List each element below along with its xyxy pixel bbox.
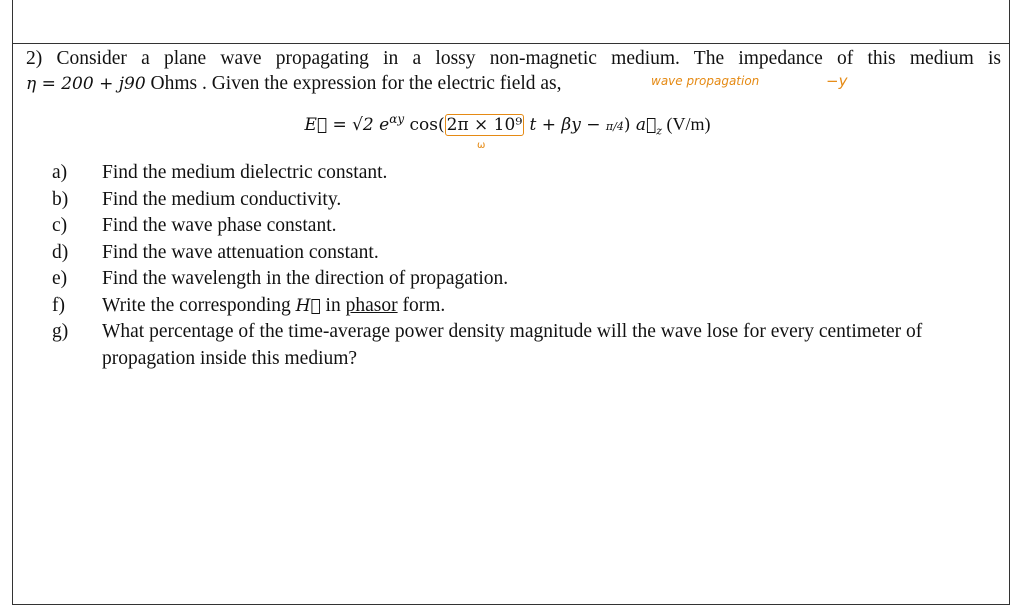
list-item — [52, 319, 1007, 372]
item-marker: g) — [52, 321, 69, 342]
item-text-after: form. — [397, 294, 446, 316]
item-marker: a) — [52, 162, 68, 183]
eq-unit: (V/m) — [662, 114, 711, 134]
eq-subscript: z — [656, 124, 663, 138]
list-item — [52, 240, 1007, 267]
item-text: Find the wave attenuation constant. — [102, 241, 379, 263]
h-field-symbol: H⃗ — [295, 295, 321, 316]
item-text — [102, 293, 1007, 320]
impedance-unit: Ohms . Given the expression for the electric field as, — [145, 73, 562, 94]
eq-rest: t + βy − — [524, 115, 606, 135]
top-divider — [12, 43, 1010, 44]
item-text: Find the medium dielectric constant. — [102, 162, 388, 183]
item-text: Find the wavelength in the direction of propagation. — [102, 268, 509, 289]
item-marker: f) — [52, 294, 65, 316]
item-text-before: Write the corresponding — [102, 294, 296, 316]
annotation-minus-y: −y — [826, 72, 848, 90]
item-text: Find the medium conductivity. — [102, 188, 342, 210]
problem-statement — [26, 46, 1001, 97]
item-text: What percentage of the time-average power density magnitude will the wave lose for every centimeter of propagation inside this medium? — [102, 321, 923, 369]
list-item — [52, 213, 1007, 240]
item-marker: b) — [52, 188, 69, 210]
eq-close: ) — [623, 115, 636, 135]
list-item — [52, 160, 1007, 187]
impedance-expression: η = 200 + j90 — [26, 74, 146, 94]
eq-cos: cos( — [404, 115, 445, 135]
eq-frac: π/4 — [605, 120, 624, 133]
list-item — [52, 187, 1007, 214]
eq-highlight-omega: 2π × 10⁹ — [446, 115, 523, 135]
eq-lhs: E⃗ = √2 e — [304, 115, 390, 135]
eq-exponent: αy — [389, 112, 405, 126]
item-marker: c) — [52, 215, 68, 236]
item-text: Find the wave phase constant. — [102, 215, 337, 236]
annotation-wave-propagation: wave propagation — [651, 74, 760, 88]
list-item — [52, 266, 1007, 293]
question-list — [52, 160, 1007, 372]
item-marker: e) — [52, 268, 68, 289]
list-item — [52, 293, 1007, 320]
annotation-omega: ω — [477, 140, 486, 151]
item-text-mid: in — [320, 294, 346, 316]
phasor-word: phasor — [345, 294, 398, 316]
eq-unit-vector: a⃗ — [635, 115, 657, 135]
item-marker: d) — [52, 241, 69, 263]
electric-field-equation — [0, 112, 1015, 138]
intro-line-2 — [26, 71, 1001, 97]
intro-line-1: 2) Consider a plane wave propagating in a lossy non-magnetic medium. The impedance of this medium is — [26, 48, 1001, 69]
